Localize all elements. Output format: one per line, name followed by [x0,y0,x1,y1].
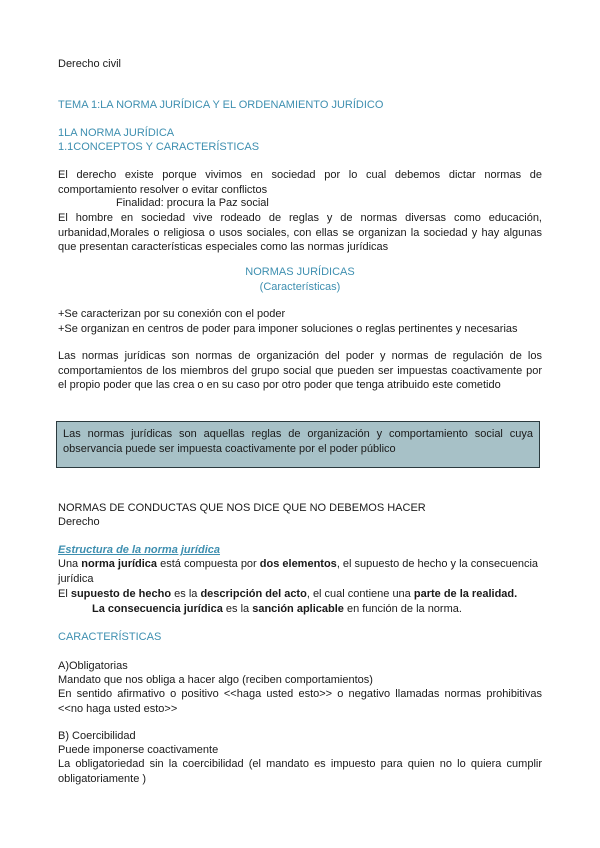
normas-heading: NORMAS JURÍDICAS [245,266,355,278]
definition-paragraph: Las normas jurídicas son normas de organización del poder y normas de regulación de los comportamientos de los miembros del grupo social que pueden ser impuestas coactivamente por el propio poder que las crea o en su caso por otro poder que tenga atribuido este cometido [58,350,542,392]
obligatorias-line: Mandato que nos obliga a hacer algo (reciben comportamientos) [58,674,373,686]
tema-title: TEMA 1:LA NORMA JURÍDICA Y EL ORDENAMIENTO JURÍDICO [58,99,384,111]
finalidad-line: Finalidad: procura la Paz social [116,197,269,209]
intro-paragraph: El derecho existe porque vivimos en sociedad por lo cual debemos dictar normas de comportamiento resolver o evitar conflictos [58,169,542,196]
estructura-sentence-3: La consecuencia jurídica es la sanción aplicable en función de la norma. [92,603,462,615]
conducta-subline: Derecho [58,516,100,528]
normas-subheading: (Características) [259,281,341,293]
bullet-item: +Se caracterizan por su conexión con el poder [58,308,286,320]
coercibilidad-paragraph: La obligatoriedad sin la coercibilidad (el mandato es impuesto para quien no lo quiera cumplir obligatoriamente ) [58,758,542,785]
obligatorias-title: A)Obligatorias [58,660,128,672]
estructura-sentence-1: Una norma jurídica está compuesta por dos elementos, el supuesto de hecho y la consecuencia [58,558,539,570]
society-paragraph: El hombre en sociedad vive rodeado de reglas y de normas diversas como educación, urbanidad,Morales o religiosa o usos sociales, con ellas se organizan la sociedad y hay algunas que presentan características especiales como las normas jurídicas [58,212,542,254]
definition-callout-box: Las normas jurídicas son aquellas reglas de organización y comportamiento social cuya observancia puede ser impuesta coactivamente por el poder público [56,421,540,468]
caracteristicas-title: CARACTERÍSTICAS [58,631,162,643]
bullet-item: +Se organizan en centros de poder para imponer soluciones o reglas pertinentes y necesarias [58,323,518,335]
coercibilidad-title: B) Coercibilidad [58,730,136,742]
subsection-title: 1.1CONCEPTOS Y CARACTERÍSTICAS [58,141,260,153]
conducta-heading: NORMAS DE CONDUCTAS QUE NOS DICE QUE NO DEBEMOS HACER [58,502,426,514]
section-title: 1LA NORMA JURÍDICA [58,127,175,139]
obligatorias-paragraph: En sentido afirmativo o positivo <<haga usted esto>> o negativo llamadas normas prohibitivas <<no haga usted esto>> [58,688,542,715]
estructura-sentence-1-cont: jurídica [58,573,94,585]
estructura-sentence-2: El supuesto de hecho es la descripción del acto, el cual contiene una parte de la realidad. [58,588,518,600]
estructura-title: Estructura de la norma jurídica [58,544,220,556]
coercibilidad-line: Puede imponerse coactivamente [58,744,219,756]
document-label: Derecho civil [58,58,121,70]
